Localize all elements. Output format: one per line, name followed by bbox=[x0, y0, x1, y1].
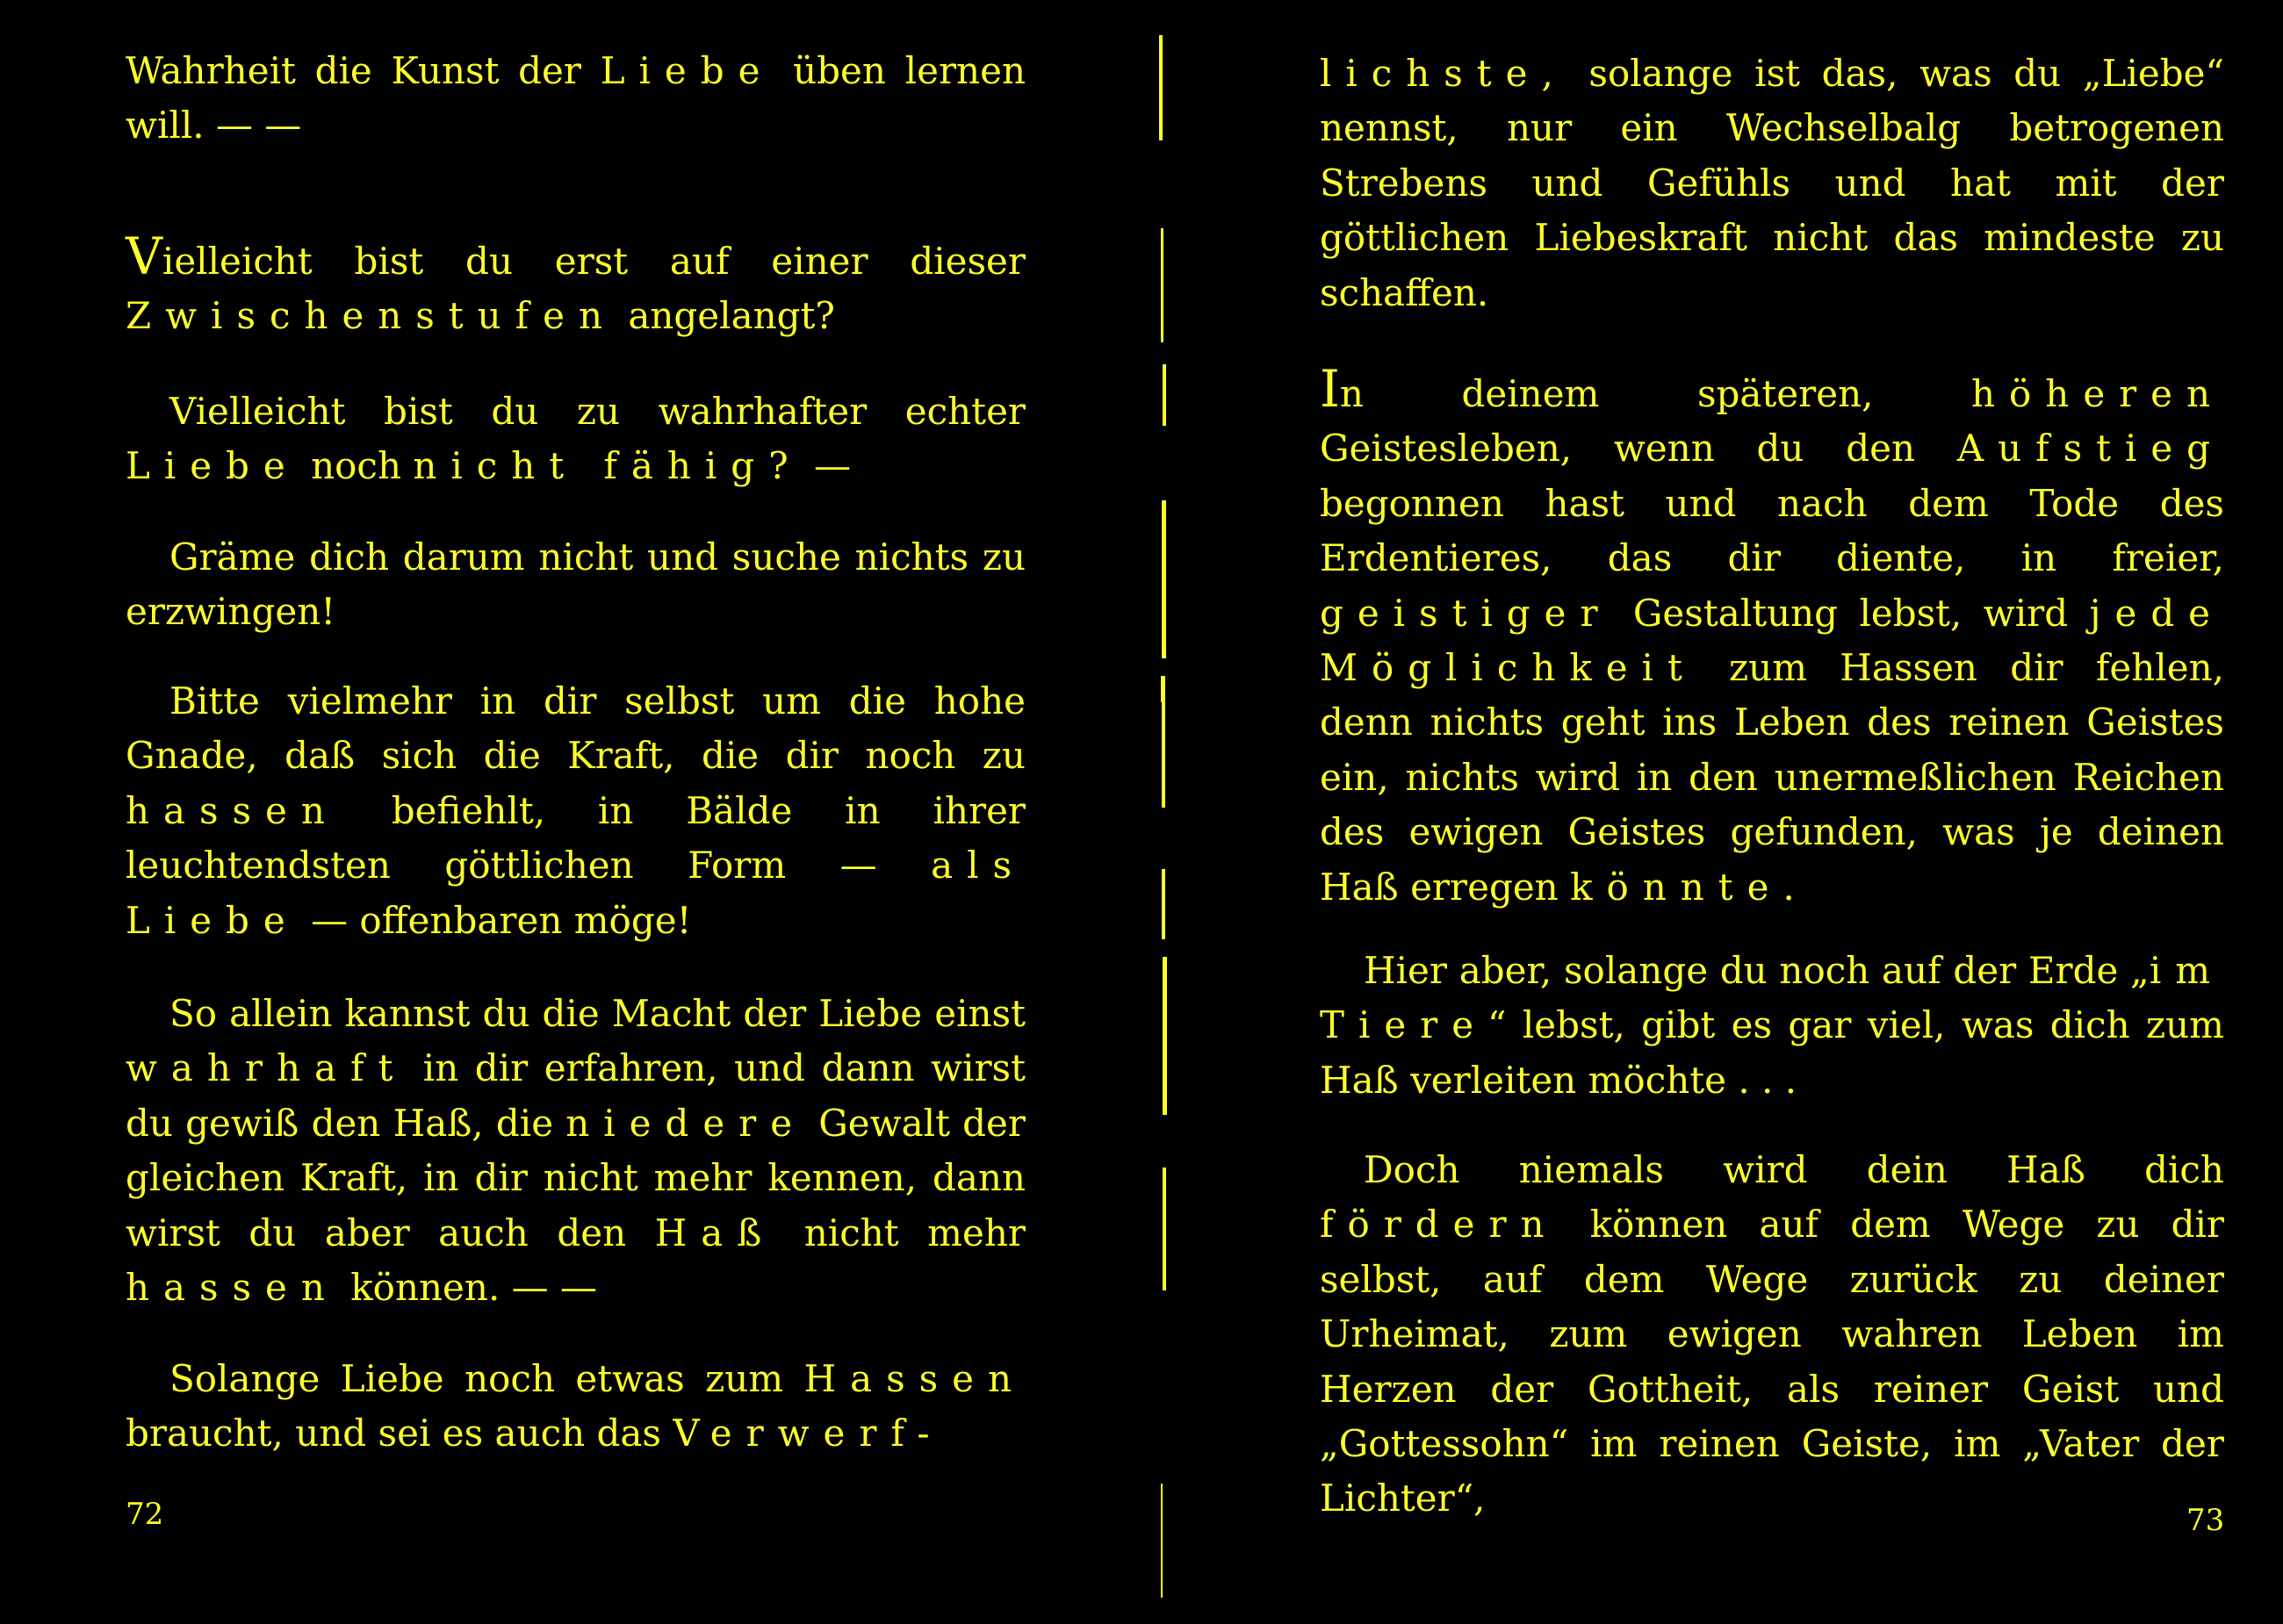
paragraph bbox=[1320, 1143, 2224, 1527]
spaced-emphasis: jede Möglichkeit bbox=[1320, 591, 2224, 690]
paragraph bbox=[126, 1352, 1026, 1462]
paragraph bbox=[1320, 359, 2224, 915]
paragraph bbox=[126, 226, 1026, 344]
drop-cap: V bbox=[126, 226, 162, 286]
spaced-emphasis: Aufstieg bbox=[1956, 427, 2224, 471]
spaced-emphasis: lichste, bbox=[1320, 52, 1567, 95]
text-run: ielleicht bist du erst auf einer dieser bbox=[162, 240, 1026, 283]
text-run: Gewalt der gleichen Kraft, in dir nicht mehr kennen, dann wirst du aber auch den bbox=[126, 1101, 1026, 1254]
spaced-emphasis: hassen bbox=[126, 1266, 339, 1310]
page-number: 73 bbox=[2186, 1503, 2225, 1538]
spaced-emphasis: könnte. bbox=[1570, 865, 1809, 909]
spaced-emphasis: wahrhaft bbox=[126, 1046, 407, 1090]
spaced-emphasis: niedere bbox=[565, 1101, 807, 1145]
text-run: Geistesleben, wenn du den bbox=[1320, 427, 1957, 471]
paragraph bbox=[126, 384, 1026, 494]
text-run: Doch niemals wird dein Haß dich bbox=[1364, 1148, 2224, 1191]
text-run: Gräme dich darum nicht und suche nichts zu erzwingen! bbox=[126, 535, 1026, 634]
text-run: — offenbaren möge! bbox=[299, 898, 692, 942]
text-run: können. — — bbox=[338, 1266, 598, 1310]
text-run: zum Hassen dir fehlen, denn nichts geht ins Leben des reinen Geistes ein, nichts wird in den unermeßlichen Reichen des ewigen Geistes gefunden, was je deinen Haß erregen bbox=[1320, 646, 2224, 909]
text-run: befiehlt, in Bälde in ihrer leuchtendsten göttlichen Form — bbox=[126, 788, 1026, 887]
page-number: 72 bbox=[126, 1497, 164, 1532]
drop-cap: I bbox=[1320, 359, 1340, 419]
spaced-emphasis: Hassen bbox=[803, 1357, 1026, 1400]
paragraph bbox=[126, 530, 1026, 640]
text-run: braucht, und sei es auch das bbox=[126, 1412, 673, 1455]
text-run: Solange Liebe noch etwas zum bbox=[169, 1357, 804, 1400]
text-run: in dir erfahren, und dann wirst du gewiß den Haß, die bbox=[126, 1046, 1026, 1145]
spaced-emphasis: nicht fähig? bbox=[413, 444, 803, 488]
book-gutter bbox=[1150, 26, 1177, 1615]
spaced-emphasis: fördern bbox=[1320, 1203, 1559, 1247]
text-run: solange ist das, was du „Liebe“ nennst, nur ein Wechselbalg betrogenen Strebens und Gefühls und hat mit der göttlichen Liebeskraft nicht das mindeste zu schaffen. bbox=[1320, 52, 2224, 314]
paragraph bbox=[1320, 47, 2224, 320]
spaced-emphasis: hassen bbox=[126, 788, 339, 832]
paragraph bbox=[126, 44, 1026, 154]
text-run: üben lernen will. — — bbox=[126, 49, 1026, 147]
paragraph bbox=[126, 987, 1026, 1315]
text-run: — bbox=[802, 444, 851, 488]
text-run: “ lebst, gibt es gar viel, was dich zum Haß verleiten möchte . . . bbox=[1320, 1003, 2224, 1102]
paragraph bbox=[1320, 944, 2224, 1108]
text-run: angelangt? bbox=[616, 294, 835, 338]
paragraph bbox=[126, 674, 1026, 948]
text-run: Gestaltung lebst, wird bbox=[1611, 591, 2090, 635]
spaced-emphasis: Haß bbox=[654, 1211, 776, 1254]
spaced-emphasis: im Tiere bbox=[1320, 949, 2224, 1047]
spaced-emphasis: höheren bbox=[1971, 372, 2224, 415]
text-run: So allein kannst du die Macht der Liebe einst bbox=[169, 992, 1026, 1035]
spaced-emphasis: geistiger bbox=[1320, 591, 1612, 635]
text-run: können auf dem Wege zu dir selbst, auf dem Wege zurück zu deiner Urheimat, zum ewigen wahren Leben im Herzen der Gottheit, als reiner Geist und „Gottessohn“ im reinen Geiste, im „Vater der Lichter“, bbox=[1320, 1203, 2224, 1520]
text-run: Vielleicht bist du zu wahrhafter echter bbox=[169, 390, 1026, 433]
text-run: noch bbox=[299, 444, 414, 488]
spaced-emphasis: Verwerf- bbox=[673, 1412, 944, 1455]
spaced-emphasis: Liebe bbox=[126, 444, 299, 488]
text-run: begonnen hast und nach dem Tode des Erdentieres, das dir diente, in freier, bbox=[1320, 481, 2224, 580]
text-run: Hier aber, solange du noch auf der Erde „ bbox=[1364, 949, 2150, 992]
text-run: n deinem späteren, bbox=[1339, 372, 1972, 415]
text-run: Bitte vielmehr in dir selbst um die hohe Gnade, daß sich die Kraft, die dir noch zu bbox=[126, 679, 1026, 778]
spaced-emphasis: Liebe bbox=[600, 49, 774, 92]
spaced-emphasis: als Liebe bbox=[126, 844, 1026, 942]
text-run: nicht mehr bbox=[775, 1211, 1026, 1254]
text-run: Wahrheit die Kunst der bbox=[126, 49, 601, 92]
spaced-emphasis: Zwischenstufen bbox=[126, 294, 616, 338]
